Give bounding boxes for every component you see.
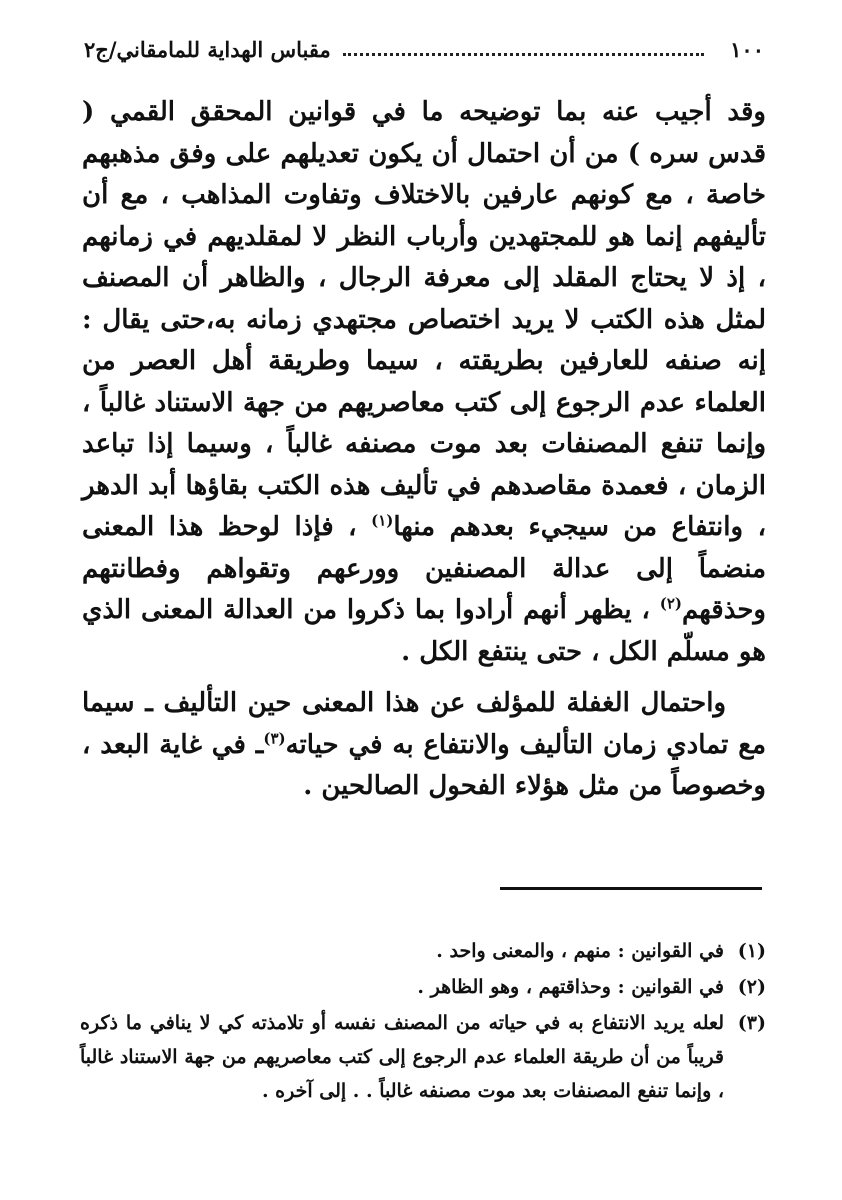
paragraph-1-text-2: ، فإذا لوحظ هذا المعنى منضماً إلى عدالة المصنفين وورعهم وتقواهم وفطانتهم وحذقهم [82, 512, 766, 625]
footnote-separator [500, 887, 762, 890]
paragraph-1-text-1: وقد أجيب عنه بما توضيحه ما في قوانين المحقق القمي ( قدس سره ) من أن احتمال أن يكون تعديلهم على وفق مذهبهم خاصة ، مع كونهم عارفين بالاختلاف وتفاوت المذاهب ، مع أن تأليفهم إنما هو للمجتهدين وأرباب النظر لا لمقلديهم في زمانهم ، إذ لا يحتاج المقلد إلى معرفة الرجال ، والظاهر أن المصنف لمثل هذه الكتب لا يريد اختصاص مجتهدي زمانه به،حتى يقال : إنه صنفه للعارفين بطريقته ، سيما وطريقة أهل العصر من العلماء عدم الرجوع إلى كتب معاصريهم من جهة الاستناد غالباً ، وإنما تنفع المصنفات بعد موت مصنفه غالباً ، وسيما إذا تباعد الزمان ، فعمدة مقاصدهم في تأليف هذه الكتب بقاؤها أبد الدهر ، وانتفاع من سيجيء بعدهم منها [82, 97, 766, 542]
footnotes [80, 934, 766, 1110]
footnote-ref-3: (٣) [263, 728, 286, 747]
footnote-number: (٢) [737, 976, 766, 998]
paragraph-1 [82, 92, 766, 673]
paragraph-2-text-1: واحتمال الغفلة للمؤلف عن هذا المعنى حين التأليف ـ سيما مع تمادي زمان التأليف والانتفاع به في حياته [82, 688, 766, 760]
page-number: ١٠٠ [730, 36, 764, 62]
running-head [84, 34, 764, 64]
leader-dots [343, 53, 704, 56]
footnote-1 [80, 934, 766, 968]
footnote-text: لعله يريد الانتفاع به في حياته من المصنف نفسه أو تلامذته كي لا ينافي ما ذكره قريباً من أن طريقة العلماء عدم الرجوع إلى كتب معاصريهم من جهة الاستناد غالباً ، وإنما تنفع المصنفات بعد موت مصنفه غالباً . . إلى آخره . [80, 1012, 724, 1102]
footnote-ref-2: (٢) [659, 594, 682, 613]
footnote-text: في القوانين : منهم ، والمعنى واحد . [436, 940, 724, 962]
footnote-number: (١) [737, 940, 766, 962]
footnote-3 [80, 1006, 766, 1108]
body-text [82, 92, 766, 808]
paragraph-1-text-3: ، يظهر أنهم أرادوا بما ذكروا من العدالة المعنى الذي هو مسلّم الكل ، حتى ينتفع الكل . [82, 595, 766, 667]
paragraph-2-text-2: ـ في غاية البعد ، وخصوصاً من مثل هؤلاء الفحول الصالحين . [82, 729, 766, 801]
paragraph-2 [82, 683, 766, 808]
footnote-number: (٣) [737, 1012, 766, 1034]
footnote-ref-1: (١) [371, 511, 394, 530]
book-title: مقباس الهداية للمامقاني/ج٢ [84, 36, 331, 62]
footnote-2 [80, 970, 766, 1004]
footnote-text: في القوانين : وحذاقتهم ، وهو الظاهر . [417, 976, 724, 998]
